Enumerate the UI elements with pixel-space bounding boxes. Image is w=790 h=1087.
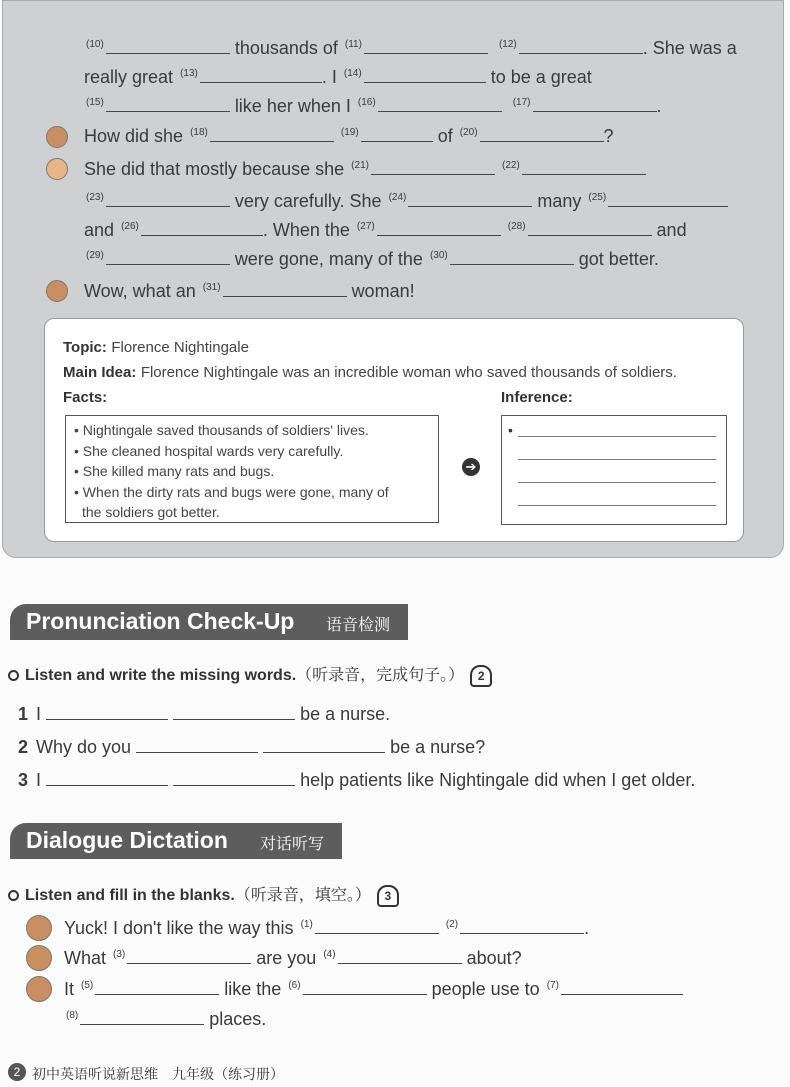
review-answer-3: and $^{(26)}$ . When the $^{(27)}$ $^{(28)}$ and [84,220,687,240]
bullet-icon [8,890,19,901]
blank[interactable] [46,705,168,720]
blank-28[interactable] [528,221,652,236]
boy-avatar [46,126,68,148]
review-answer-1: She did that mostly because she $^{(21)}$ $^{(22)}$ [84,159,646,180]
audio-track-icon[interactable]: 3 [377,885,399,907]
section-title: Dialogue Dictation [26,827,228,853]
blank[interactable] [136,738,258,753]
section-title-cn: 对话听写 [260,836,325,853]
boy-avatar [26,915,52,941]
blank-22[interactable] [522,160,646,175]
summary-card [44,318,744,542]
blank-15[interactable] [106,97,230,112]
blank[interactable] [173,771,295,786]
review-line-2: really great $^{(13)}$ . I $^{(14)}$ to be a great [84,67,592,87]
blank-14[interactable] [364,68,486,83]
footer-title: 初中英语听说新思维 九年级（练习册） [32,1066,284,1082]
blank-18[interactable] [210,127,334,142]
inference-line[interactable] [518,459,716,460]
audio-track-icon[interactable]: 2 [470,665,492,687]
blank-11[interactable] [364,39,488,54]
blank-29[interactable] [106,250,230,265]
blank-20[interactable] [480,127,604,142]
inference-label: Inference: [501,389,573,406]
review-line-3: $^{(15)}$ like her when I $^{(16)}$ $^{(17)}$ . [86,96,662,116]
blank-5[interactable] [95,980,219,995]
girl-avatar [46,158,68,180]
inference-box [501,415,727,525]
facts-label: Facts: [63,389,108,406]
fact-item: the soldiers got better. [82,504,220,520]
dialogue-line-4: $^{(8)}$ places. [66,1009,267,1029]
blank-16[interactable] [378,97,502,112]
blank-24[interactable] [408,192,532,207]
inference-line[interactable] [518,482,716,483]
dialogue-line-2: What $^{(3)}$ are you $^{(4)}$ about? [64,948,522,968]
blank[interactable] [173,705,295,720]
blank-3[interactable] [127,949,251,964]
review-answer-4: $^{(29)}$ were gone, many of the $^{(30)}$ got better. [86,249,659,269]
blank-7[interactable] [561,980,683,995]
blank-10[interactable] [106,39,230,54]
review-question-2: Wow, what an $^{(31)}$ woman! [84,281,415,301]
blank[interactable] [263,738,385,753]
section-title: Pronunciation Check-Up [26,608,295,634]
blank-2[interactable] [460,919,584,934]
blank-25[interactable] [608,192,728,207]
blank-21[interactable] [371,160,495,175]
pronunciation-instruction: Listen and write the missing words.（听录音，完成句子。） 2 [8,662,492,687]
main-idea-row: Main Idea: Florence Nightingale was an incredible woman who saved thousands of soldiers. [63,364,677,381]
blank-31[interactable] [223,282,347,297]
blank-8[interactable] [80,1010,204,1025]
section-title-cn: 语音检测 [326,617,391,634]
blank-19[interactable] [361,127,433,142]
pron-sentence-3: 3 I help patients like Nightingale did when I get older. [18,770,696,790]
pron-sentence-1: 1 I be a nurse. [18,704,391,724]
blank-1[interactable] [315,919,439,934]
blank-4[interactable] [338,949,462,964]
blank-13[interactable] [200,68,322,83]
dictation-banner [10,823,342,859]
review-line-1: $^{(10)}$ thousands of $^{(11)}$ $^{(12)}$ . She was a [86,38,737,58]
boy-avatar [26,976,52,1002]
blank-27[interactable] [377,221,501,236]
review-answer-2: $^{(23)}$ very carefully. She $^{(24)}$ many $^{(25)}$ [84,191,728,212]
dictation-instruction: Listen and fill in the blanks.（听录音，填空。） 3 [8,882,399,907]
dialogue-line-1: Yuck! I don't like the way this $^{(1)}$ $^{(2)}$ . [64,918,590,938]
pron-sentence-2: 2 Why do you be a nurse? [18,737,486,757]
fact-item: • She killed many rats and bugs. [74,463,275,479]
boy-avatar [46,280,68,302]
page-number: 2 [8,1063,26,1081]
facts-box [65,415,439,523]
bullet-icon [8,670,19,681]
inference-line[interactable] [518,505,716,506]
fact-item: • When the dirty rats and bugs were gone, many of [74,483,389,500]
blank[interactable] [46,771,168,786]
blank-30[interactable] [450,250,574,265]
arrow-right-icon: ➔ [462,458,480,476]
topic-row: Topic: Florence Nightingale [63,339,249,356]
inference-bullet: • [508,422,513,438]
blank-6[interactable] [303,980,427,995]
pronunciation-banner [10,604,408,640]
blank-12[interactable] [519,39,643,54]
blank-17[interactable] [533,97,657,112]
blank-23[interactable] [106,192,230,207]
fact-item: • Nightingale saved thousands of soldiers' lives. [74,422,369,438]
blank-26[interactable] [141,221,263,236]
dialogue-line-3: It $^{(5)}$ like the $^{(6)}$ people use to $^{(7)}$ [64,979,683,1000]
boy-avatar [26,945,52,971]
fact-item: • She cleaned hospital wards very carefully. [74,442,344,459]
review-question-1: How did she $^{(18)}$ $^{(19)}$ of $^{(20)}$ ? [84,126,614,146]
inference-line[interactable] [518,436,716,437]
